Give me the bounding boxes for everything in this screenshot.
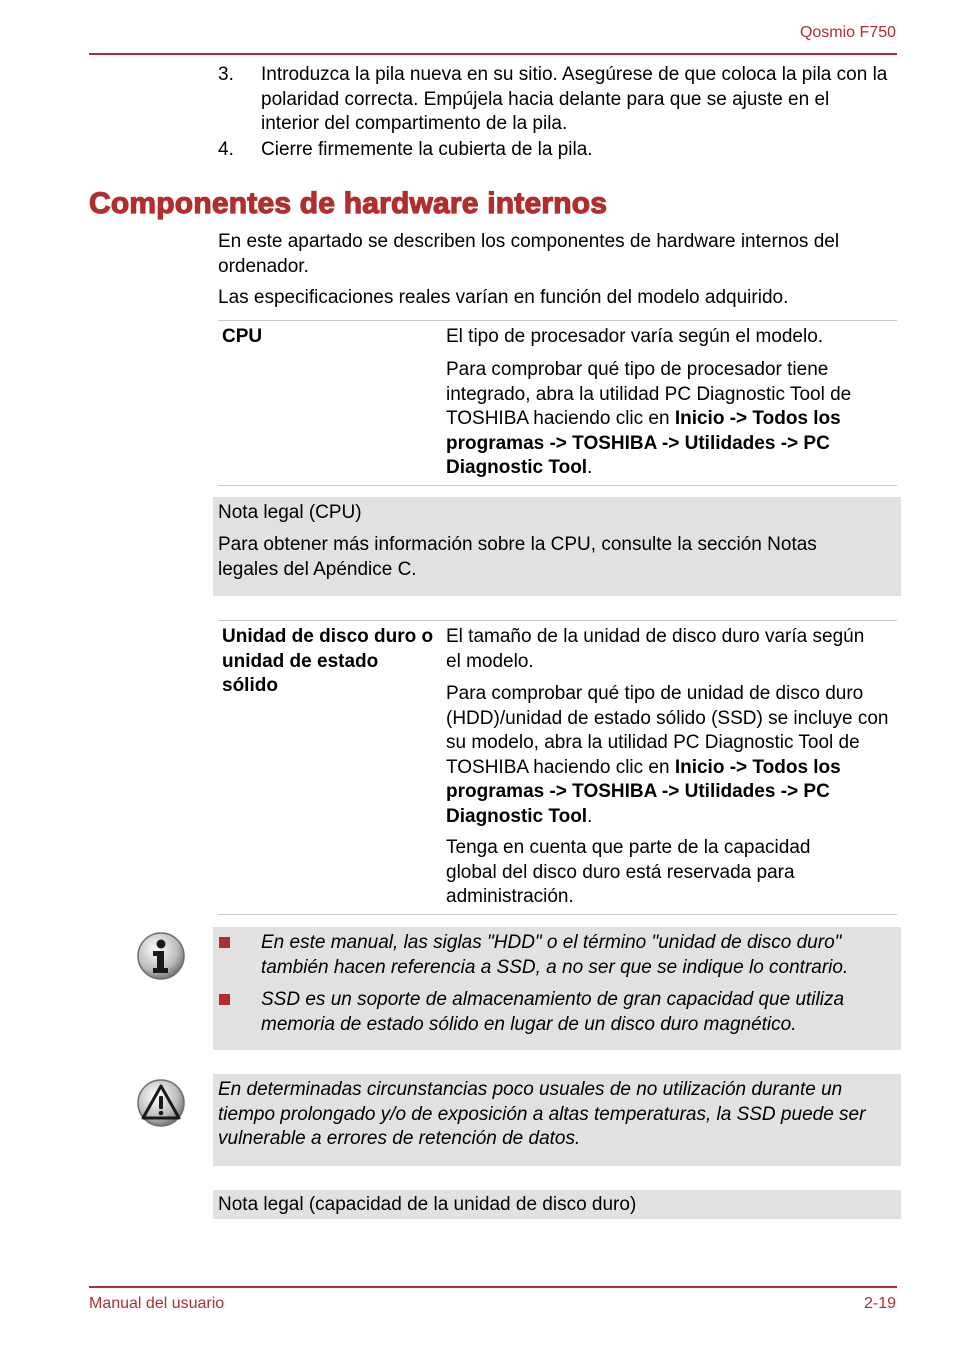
info-note-item: En este manual, las siglas "HDD" o el término "unidad de disco duro" también hacen referencia a SSD, a no ser que se indique lo contrario. [261,932,849,978]
table-rule [218,914,897,915]
cpu-line1: El tipo de procesador varía según el modelo. [446,326,824,347]
disk-reserved-note: Tenga en cuenta que parte de la capacidad global del disco duro está reservada para administración. [446,837,811,907]
warning-icon [136,1078,186,1128]
legal-cpu-text: Para obtener más información sobre la CPU, consulte la sección Notas legales del Apéndice C. [218,534,817,580]
footer-rule [89,1286,897,1288]
footer-manual-title: Manual del usuario [89,1295,225,1312]
cpu-description: Para comprobar qué tipo de procesador tiene integrado, abra la utilidad PC Diagnostic Tool de TOSHIBA haciendo clic en Inicio -> Todos los programas -> TOSHIBA -> Utilidades -> PC Diagnostic Tool. [446,359,852,478]
step-number: 4. [218,139,234,160]
disk-label: Unidad de disco duro o unidad de estado sólido [222,626,434,696]
section-intro: En este apartado se describen los componentes de hardware internos del ordenador. [218,231,840,277]
warning-note-text: En determinadas circunstancias poco usuales de no utilización durante un tiempo prolongado y/o de exposición a altas temperaturas, la SSD puede ser vulnerable a errores de retención de datos. [218,1079,866,1149]
info-icon [136,931,186,981]
info-note-item: SSD es un soporte de almacenamiento de gran capacidad que utiliza memoria de estado sólido en lugar de un disco duro magnético. [261,989,845,1035]
cpu-label: CPU [222,326,263,347]
disk-description: Para comprobar qué tipo de unidad de disco duro (HDD)/unidad de estado sólido (SSD) se incluye con su modelo, abra la utilidad PC Diagnostic Tool de TOSHIBA haciendo clic en Inicio -> Todos los programas -> TOSHIBA -> Utilidades -> PC Diagnostic Tool. [446,683,889,827]
section-note: Las especificaciones reales varían en función del modelo adquirido. [218,287,789,308]
bullet [219,994,230,1005]
step-number: 3. [218,64,234,85]
table-rule [218,485,897,486]
legal-disk-title: Nota legal (capacidad de la unidad de disco duro) [218,1194,637,1215]
table-rule [218,320,897,321]
legal-cpu-title: Nota legal (CPU) [218,502,362,523]
step-text: Introduzca la pila nueva en su sitio. Asegúrese de que coloca la pila con la polaridad correcta. Empújela hacia delante para que se ajuste en el interior del compartimento de la pila. [261,64,888,134]
footer-page-number: 2-19 [863,1295,896,1312]
section-title: Componentes de hardware internos [89,187,608,220]
header-model: Qosmio F750 [799,24,896,41]
table-rule [218,620,897,621]
bullet [219,937,230,948]
step-text: Cierre firmemente la cubierta de la pila. [261,139,593,160]
header-rule [89,53,897,55]
disk-line1: El tamaño de la unidad de disco duro varía según el modelo. [446,626,865,672]
